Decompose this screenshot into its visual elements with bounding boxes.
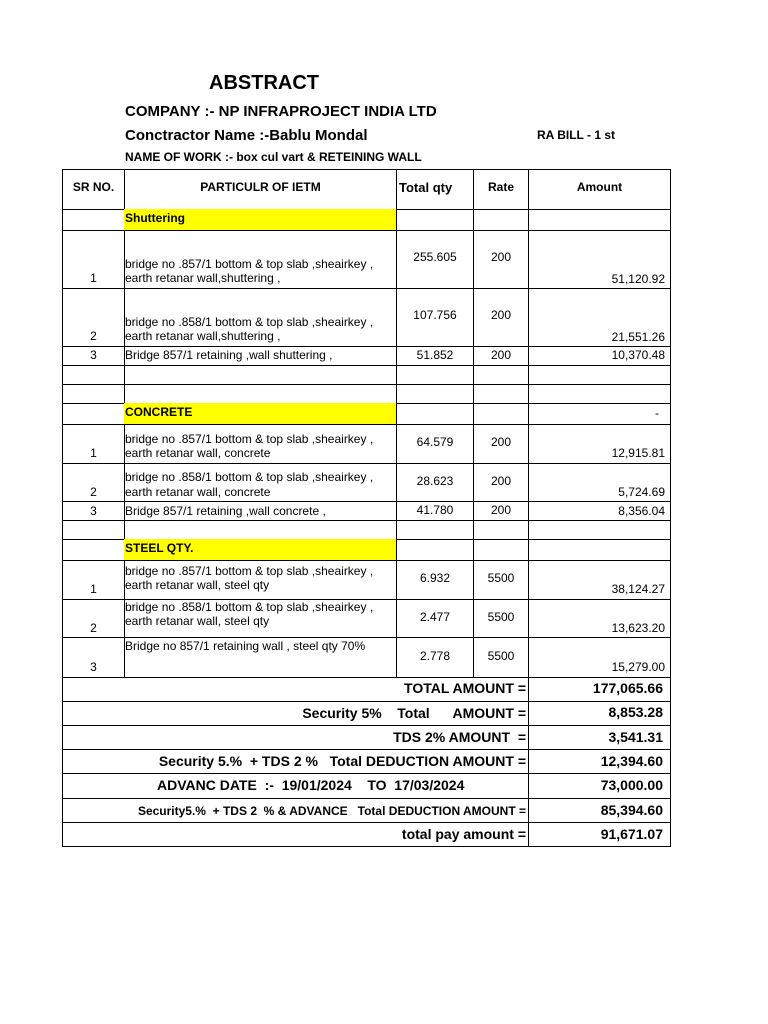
row-qty: 2.778 [419, 649, 451, 663]
ra-bill-label: RA BILL - 1 st [537, 128, 616, 142]
row-amount: 12,915.81 [611, 446, 665, 460]
row-amount: 21,551.26 [611, 330, 665, 344]
row-description-line2: earth retanar wall, concrete [125, 485, 271, 499]
company-name: COMPANY :- NP INFRAPROJECT INDIA LTD [125, 103, 437, 120]
row-amount: 13,623.20 [611, 621, 665, 635]
row-qty: 255.605 [413, 250, 457, 264]
row-sr: 3 [90, 504, 97, 518]
summary-value: 85,394.60 [600, 802, 663, 818]
row-description: Bridge 857/1 retaining ,wall concrete , [125, 504, 326, 518]
contractor-name: Conctractor Name :-Bablu Mondal [125, 127, 368, 144]
row-description: bridge no .858/1 bottom & top slab ,sheairkey , [125, 315, 374, 329]
row-qty: 107.756 [413, 308, 457, 322]
row-qty: 2.477 [419, 610, 451, 624]
row-description: bridge no .858/1 bottom & top slab ,sheairkey , [125, 600, 374, 614]
row-description: bridge no .857/1 bottom & top slab ,sheairkey , [125, 432, 374, 446]
row-description-line2: earth retanar wall,shuttering , [125, 271, 281, 285]
row-amount: 15,279.00 [611, 660, 665, 674]
row-sr: 1 [90, 582, 97, 596]
row-rate: 5500 [487, 610, 515, 624]
row-sr: 2 [90, 621, 97, 635]
col-header-qty: Total qty [399, 180, 453, 195]
row-description-line2: earth retanar wall, steel qty [125, 578, 270, 592]
row-description-line2: earth retanar wall, steel qty [125, 614, 270, 628]
summary-label: total pay amount = [401, 826, 526, 842]
summary-label: Security5.% + TDS 2 % & ADVANCE Total DEDUCTION AMOUNT = [137, 804, 526, 818]
col-header-amount: Amount [576, 180, 623, 194]
row-qty: 41.780 [416, 503, 454, 517]
row-sr: 1 [90, 446, 97, 460]
summary-label: Security 5.% + TDS 2 % Total DEDUCTION AMOUNT = [158, 753, 526, 769]
row-amount: 38,124.27 [611, 582, 665, 596]
summary-value: 3,541.31 [608, 729, 663, 745]
row-sr: 2 [90, 329, 97, 343]
summary-value: 12,394.60 [600, 753, 663, 769]
row-qty: 6.932 [419, 571, 451, 585]
row-rate: 5500 [487, 649, 515, 663]
row-rate: 200 [490, 474, 512, 488]
row-description: Bridge 857/1 retaining ,wall shuttering , [125, 348, 333, 362]
summary-label: TOTAL AMOUNT = [404, 680, 526, 696]
row-rate: 200 [490, 308, 512, 322]
section-title-steel: STEEL QTY. [124, 539, 396, 560]
name-of-work: NAME OF WORK :- box cul vart & RETEINING WALL [125, 150, 422, 164]
row-description: Bridge no 857/1 retaining wall , steel qty 70% [125, 639, 366, 653]
row-description-line2: earth retanar wall, concrete [125, 446, 271, 460]
summary-value: 8,853.28 [608, 704, 663, 720]
row-rate: 200 [490, 503, 512, 517]
summary-label: ADVANC DATE :- 19/01/2024 TO 17/03/2024 [157, 777, 465, 793]
row-sr: 1 [90, 271, 97, 285]
row-qty: 64.579 [416, 435, 454, 449]
row-description: bridge no .857/1 bottom & top slab ,sheairkey , [125, 564, 374, 578]
row-amount: 51,120.92 [611, 272, 665, 286]
row-description-line2: earth retanar wall,shuttering , [125, 329, 281, 343]
col-header-sr: SR NO. [72, 180, 115, 194]
row-sr: 2 [90, 485, 97, 499]
row-sr: 3 [90, 348, 97, 362]
row-description: bridge no .857/1 bottom & top slab ,sheairkey , [125, 257, 374, 271]
row-amount: 10,370.48 [611, 348, 665, 362]
row-rate: 200 [490, 348, 512, 362]
col-header-rate: Rate [487, 180, 514, 194]
col-header-particular: PARTICULR OF IETM [200, 180, 321, 194]
row-amount: 8,356.04 [618, 504, 665, 518]
row-amount: 5,724.69 [618, 485, 665, 499]
row-description: bridge no .858/1 bottom & top slab ,sheairkey , [125, 470, 374, 484]
document-title: ABSTRACT [209, 72, 319, 94]
row-rate: 200 [490, 250, 512, 264]
row-qty: 51.852 [416, 348, 454, 362]
section-amount-concrete: - [655, 406, 659, 420]
row-rate: 200 [490, 435, 512, 449]
summary-value: 177,065.66 [592, 680, 663, 696]
summary-value: 91,671.07 [600, 826, 663, 842]
row-qty: 28.623 [416, 474, 454, 488]
summary-label: Security 5% Total AMOUNT = [302, 705, 526, 721]
summary-label: TDS 2% AMOUNT = [393, 729, 526, 745]
section-title-concrete: CONCRETE [124, 403, 396, 424]
row-sr: 3 [90, 660, 97, 674]
row-rate: 5500 [487, 571, 515, 585]
summary-value: 73,000.00 [600, 777, 663, 793]
section-title-shuttering: Shuttering [124, 209, 396, 230]
